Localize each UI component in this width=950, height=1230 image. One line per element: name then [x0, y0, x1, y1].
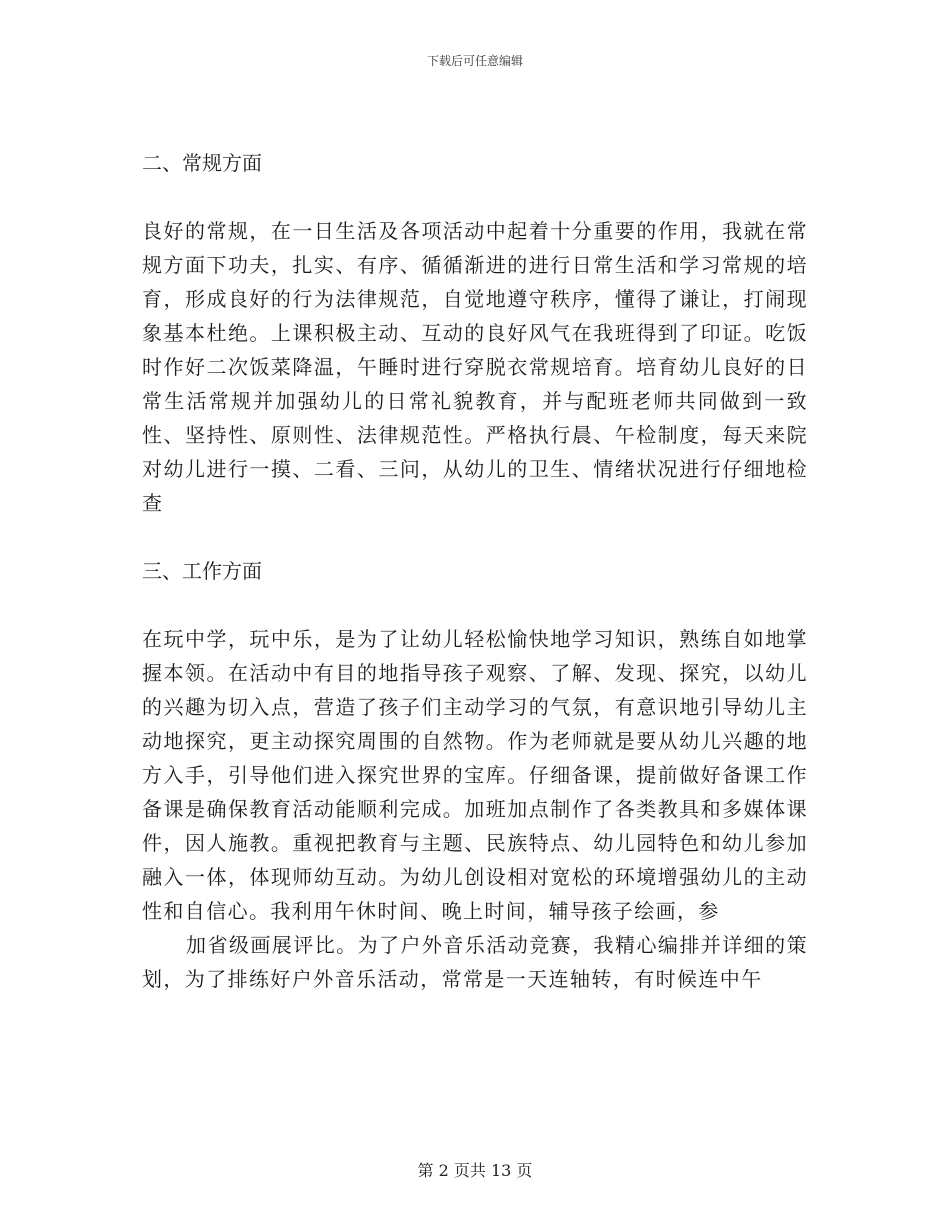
page-header: 下载后可任意编辑: [426, 54, 523, 68]
spacer: [142, 520, 808, 554]
section-heading-work: 三、工作方面: [142, 559, 262, 583]
continuation-paragraph: 加省级画展评比。为了户外音乐活动竞赛，我精心编排并详细的策划，为了排练好户外音乐活动，常常是一天连轴转，有时候连中午: [142, 933, 808, 991]
section-heading-routine: 二、常规方面: [142, 151, 262, 175]
section-paragraph-work: 在玩中学，玩中乐，是为了让幼儿轻松愉快地学习知识，熟练自如地掌握本领。在活动中有目的地指导孩子观察、了解、发现、探究，以幼儿的兴趣为切入点，营造了孩子们主动学习的气氛，有意识地引导幼儿主动地探究，更主动探究周围的自然物。作为老师就是要从幼儿兴趣的地方入手，引导他们进入探究世界的宝库。仔细备课，提前做好备课工作备课是确保教育活动能顺利完成。加班加点制作了各类教具和多媒体课件，因人施教。重视把教育与主题、民族特点、幼儿园特色和幼儿参加融入一体，体现师幼互动。为幼儿创设相对宽松的环境增强幼儿的主动性和自信心。我利用午休时间、晚上时间，辅导孩子绘画，参: [142, 627, 808, 923]
spacer: [142, 588, 808, 622]
document-body: [142, 146, 808, 996]
spacer: [142, 180, 808, 214]
page-footer: 第 2 页共 13 页: [417, 1161, 533, 1180]
section-paragraph-routine: 良好的常规，在一日生活及各项活动中起着十分重要的作用，我就在常规方面下功夫，扎实、有序、循循渐进的进行日常生活和学习常规的培育，形成良好的行为法律规范，自觉地遵守秩序，懂得了谦让，打闹现象基本杜绝。上课积极主动、互动的良好风气在我班得到了印证。吃饭时作好二次饭菜降温，午睡时进行穿脱衣常规培育。培育幼儿良好的日常生活常规并加强幼儿的日常礼貌教育，并与配班老师共同做到一致性、坚持性、原则性、法律规范性。严格执行晨、午检制度，每天来院对幼儿进行一摸、二看、三问，从幼儿的卫生、情绪状况进行仔细地检查: [142, 219, 808, 515]
